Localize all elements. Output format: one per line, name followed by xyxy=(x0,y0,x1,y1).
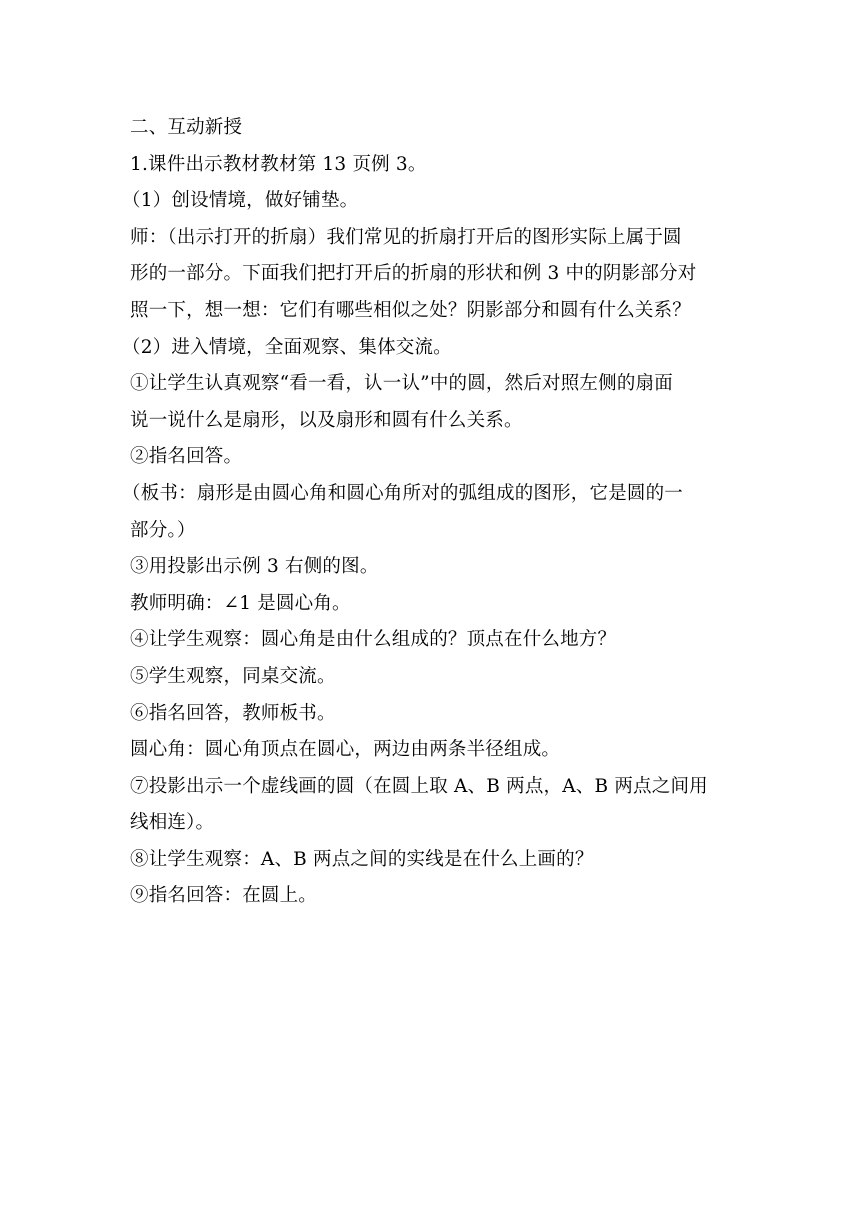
paragraph-line: ⑧让学生观察：A、B 两点之间的实线是在什么上画的？ xyxy=(130,848,594,870)
paragraph-line: ⑤学生观察，同桌交流。 xyxy=(130,665,336,687)
document-body xyxy=(122,110,735,915)
paragraph-line: 圆心角：圆心角顶点在圆心，两边由两条半径组成。 xyxy=(130,739,561,761)
paragraph-line: 线相连）。 xyxy=(130,812,215,834)
paragraph-line: 1.课件出示教材教材第 13 页例 3。 xyxy=(130,153,427,175)
paragraph-line: 形的一部分。下面我们把打开后的折扇的形状和例 3 中的阴影部分对 xyxy=(130,263,697,285)
paragraph-line: ①让学生认真观察“看一看，认一认”中的圆，然后对照左侧的扇面 xyxy=(130,373,673,395)
paragraph-line: 照一下，想一想：它们有哪些相似之处？阴影部分和圆有什么关系？ xyxy=(130,299,692,321)
paragraph-line: （1）创设情境，做好铺垫。 xyxy=(122,190,359,212)
paragraph-line: ⑥指名回答，教师板书。 xyxy=(130,702,336,724)
paragraph-line: ④让学生观察：圆心角是由什么组成的？顶点在什么地方？ xyxy=(130,629,617,651)
paragraph-line: （2）进入情境，全面观察、集体交流。 xyxy=(122,336,452,358)
paragraph-line: ⑦投影出示一个虚线画的圆（在圆上取 A、B 两点，A、B 两点之间用 xyxy=(130,775,708,797)
paragraph-line: ③用投影出示例 3 右侧的图。 xyxy=(130,556,379,578)
paragraph-line: （板书：扇形是由圆心角和圆心角所对的弧组成的图形，它是圆的一 xyxy=(122,482,684,504)
paragraph-line: ②指名回答。 xyxy=(130,446,243,468)
section-heading: 二、互动新授 xyxy=(130,117,243,138)
paragraph-line: ⑨指名回答：在圆上。 xyxy=(130,885,318,907)
paragraph-line: 部分。） xyxy=(130,519,196,541)
paragraph-line: 师：（出示打开的折扇）我们常见的折扇打开后的图形实际上属于圆 xyxy=(130,226,682,248)
paragraph-line: 说一说什么是扇形，以及扇形和圆有什么关系。 xyxy=(130,409,523,431)
paragraph-line: 教师明确：∠1 是圆心角。 xyxy=(130,592,351,614)
